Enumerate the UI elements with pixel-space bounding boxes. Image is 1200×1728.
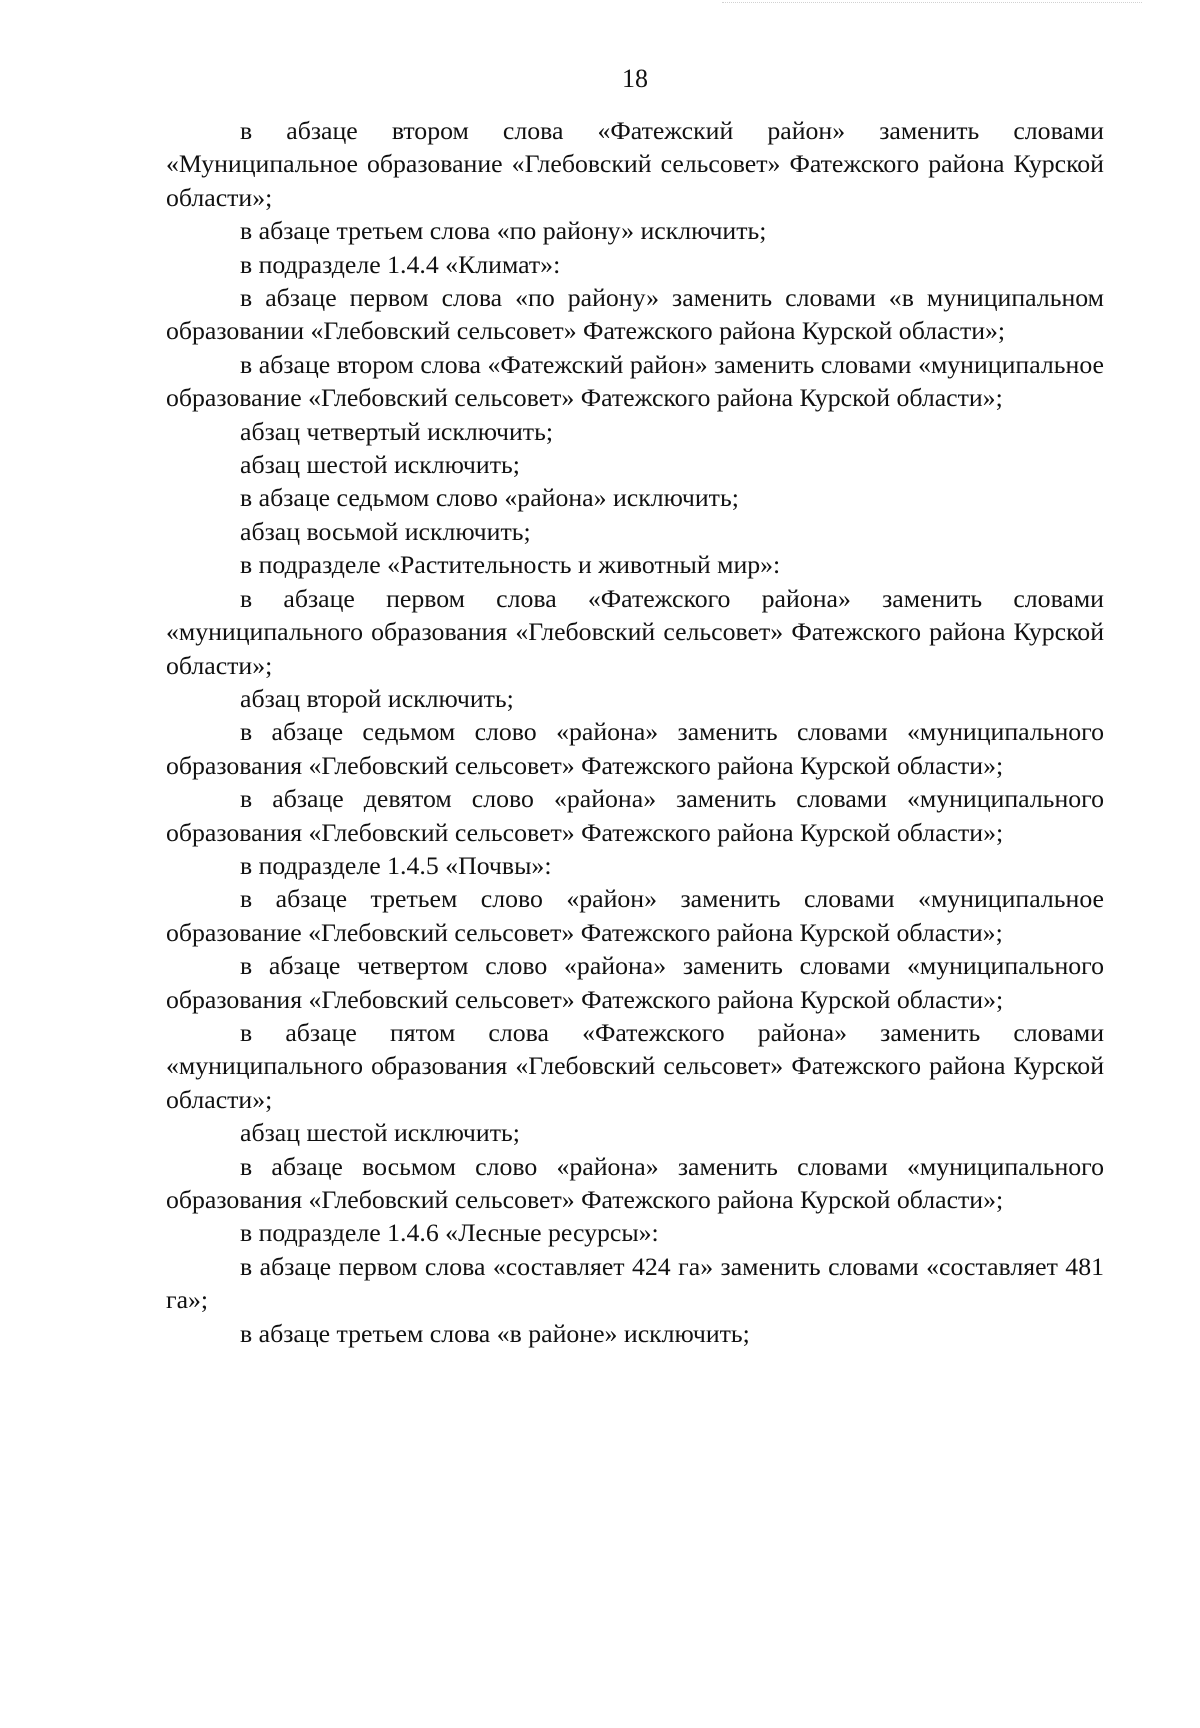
page-number: 18: [622, 64, 648, 93]
paragraph: в абзаце третьем слова «по району» исключить;: [240, 216, 767, 246]
paragraph: в абзаце втором слова «Фатежский район» заменить словами «Муниципальное образование «Глебовский сельсовет» Фатежского района Курской области»;: [166, 116, 1104, 212]
paragraph: в абзаце первом слова «по району» заменить словами «в муниципальном образовании «Глебовский сельсовет» Фатежского района Курской области»;: [166, 283, 1104, 346]
document-body: [166, 114, 1104, 1350]
paragraph: в абзаце седьмом слово «района» исключить;: [240, 483, 739, 513]
paragraph: в абзаце восьмом слово «района» заменить словами «муниципального образования «Глебовский сельсовет» Фатежского района Курской области»;: [166, 1151, 1104, 1214]
paragraph: в подразделе 1.4.6 «Лесные ресурсы»:: [240, 1218, 659, 1248]
paragraph: в абзаце втором слова «Фатежский район» заменить словами «муниципальное образование «Глебовский сельсовет» Фатежского района Курской области»;: [166, 349, 1104, 413]
paragraph: в абзаце первом слова «составляет 424 га» заменить словами «составляет 481 га»;: [166, 1251, 1104, 1315]
paragraph: в подразделе 1.4.4 «Климат»:: [240, 249, 561, 279]
scan-artifact: [722, 2, 1142, 6]
paragraph: в абзаце третьем слова «в районе» исключить;: [240, 1318, 750, 1348]
paragraph: в абзаце седьмом слово «района» заменить словами «муниципального образования «Глебовский сельсовет» Фатежского района Курской области»;: [166, 717, 1104, 780]
paragraph: в абзаце четвертом слово «района» заменить словами «муниципального образования «Глебовский сельсовет» Фатежского района Курской области»;: [166, 951, 1104, 1014]
paragraph: абзац второй исключить;: [240, 683, 514, 713]
paragraph: в абзаце третьем слово «район» заменить словами «муниципальное образование «Глебовский сельсовет» Фатежского района Курской области»;: [166, 884, 1104, 947]
paragraph: абзац четвертый исключить;: [240, 416, 554, 446]
paragraph: в абзаце пятом слова «Фатежского района» заменить словами «муниципального образования «Глебовский сельсовет» Фатежского района Курской области»;: [166, 1017, 1104, 1114]
paragraph: в подразделе 1.4.5 «Почвы»:: [240, 850, 552, 880]
paragraph: абзац шестой исключить;: [240, 450, 520, 480]
paragraph: в абзаце первом слова «Фатежского района» заменить словами «муниципального образования «Глебовский сельсовет» Фатежского района Курской области»;: [166, 583, 1104, 680]
paragraph: абзац восьмой исключить;: [240, 516, 531, 546]
paragraph: в подразделе «Растительность и животный мир»:: [240, 550, 781, 580]
paragraph: в абзаце девятом слово «района» заменить словами «муниципального образования «Глебовский сельсовет» Фатежского района Курской области»;: [166, 784, 1104, 847]
paragraph: абзац шестой исключить;: [240, 1118, 520, 1148]
